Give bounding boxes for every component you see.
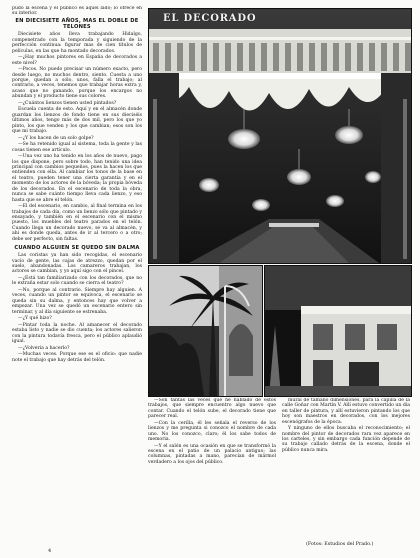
building-set-image <box>265 266 411 396</box>
paragraph: Las coristas ya han sido recogidas, el escenario vacío de gente, las cajas de atrezzo, quedan por el suelo, abandonadas. Los camareros trabajan, los actores se cambian, y yo aquí sigo con el pincel. <box>12 253 142 275</box>
paragraph: —¿Y los hacen de un solo golpe? <box>18 135 94 141</box>
paragraph: —Muchas veces. Porque ese es el oficio: que nadie note el trabajo que hay detrás del telón. <box>12 352 142 363</box>
paragraph: —Pintar toda la noche. Al amanecer el decorado estaba listo y nadie se dio cuenta; los actores salieron con la pintura todavía fresca, pero el público aplaudió igual. <box>12 322 142 344</box>
paragraph: —¿Está tan familiarizado con los decorados, que no le extraña estar solo cuando se cierra el teatro? <box>12 275 142 287</box>
paragraph: —¿Cuántos lienzos tienen usted pintados? <box>18 100 117 106</box>
paragraph: Y ninguno de ellos buscaba el reconocimiento; el nombre del pintor de decorados rara vez aparece en los carteles, y sin embargo cada función depende de su trabajo callado detrás de la escena, donde el público nunca mira. <box>282 426 410 453</box>
paragraph: Diecisiete años lleva trabajando Hidalgo, compenetrado con la temporada y siguiendo de la perfección continua: figurar mas de cien títulos de películas, en las que ha montado decorados. <box>12 32 142 54</box>
left-paragraphs-1 <box>12 32 142 242</box>
photo-credit: (Fotos: Estudios del Prado.) <box>306 542 374 547</box>
left-paragraphs-2 <box>12 253 142 363</box>
section-heading-2: CUANDO ALGUIEN SE QUEDO SIN DALMA <box>14 244 140 251</box>
theater-interior-photo <box>148 8 412 264</box>
left-text-column <box>12 6 142 552</box>
paragraph: mural de tamaño dimensiones, para la capilla de la calle Goñar con Martín V. Allí estuvo convertido un día en taller de pintura, y allí estuvieron pintando los que hoy son maestros en decorados, con los mejores escenógrafos de la época. <box>282 398 410 425</box>
section-heading-1: EN DIECISIETE AÑOS, MAS EL DOBLE DE TELONES <box>15 18 139 31</box>
photo-title-overlay: EL DECORADO <box>163 13 257 24</box>
paragraph: —Son tantas las veces que he hablado de estos trabajos, que siempre encuentro algo nuevo que contar. Cuando el telón sube, el decorado tiene que parecer real. <box>148 398 276 420</box>
paragraph: —Una vez uno ha tenido en los años de nuevo, pago los que dispone, pero sobre todo, han tenido una idea principal con cambios pequeños, pues la hacen los que entienden con ella. Al cambiar los tonos de la base en el teatro, pueden tener una cierta garantía y en el momento de los actores de la bóveda; la propia bóveda de los decorados. En el escenario de toda la obra, nunca se sabe cuánto tiempo lleva cada lienzo, y eso hasta que se abre el telón. <box>12 154 142 203</box>
theater-interior-image <box>149 9 411 263</box>
palm-garden-image <box>149 266 262 396</box>
paragraph: —¿Hay muchos pintores en España de decorados a este nivel? <box>12 55 142 66</box>
caption-paragraphs-2 <box>282 398 410 453</box>
paragraph: —Con la cerilla, él les señala el reverso de los lienzos y me pregunta si conozco el nombre de cada uno. No los conozco, claro; él los sabe todos de memoria. <box>148 420 276 443</box>
paragraph: —Pocos. No puedo precisar un número exacto, pero desde luego, no muchos dentro, siento. Cuesta a uno porque, quedan a sólo, unos, falla el trabajo; al contrario, a veces, tenemos que trabajar horas extra y, acaso que no ganando, porque los encargos no abundan y el producto tiene sus colores. <box>12 67 142 100</box>
page-number: 4 <box>48 548 52 554</box>
paragraph: Escuela cuenta de esto. Aquí y en el almacén donde guardan los lienzos de fondo tiene en sus dieciséis últimos años, tengo más de dos mil, pero los que yo pinto, los que venden y los que cambian; esos son los que mi trabajo. <box>12 107 142 135</box>
top-text: pudo la escena y el público es aquel lado; lo ofrece en su interior. <box>12 6 142 17</box>
caption-column-2 <box>282 398 410 526</box>
paragraph: —¿Y qué hizo? <box>18 316 52 322</box>
paragraph: —No, porque al contrario. Siempre hay alguien. A veces, cuando un pintor se equivoca, el escenario se queda sin su dalma, y entonces hay que volver a empezar. Una vez se quedó un escenario entero sin terminar, y al día siguiente se estrenaba. <box>12 287 142 315</box>
paragraph: —Se ha retenido igual al sistema, toda la gente y las cosas tienen ese artículo. <box>12 142 142 153</box>
caption-paragraphs-1 <box>148 398 276 465</box>
palm-garden-photo <box>148 265 263 397</box>
caption-column-1 <box>148 398 276 548</box>
paragraph: —¿Volvería a hacerlo? <box>18 345 70 351</box>
paragraph: —El del escenario, en cambio, al final termina en los trabajos de cada día, como un lienzo sólo que pintado y ensayado, y también en el escenario con el mismo puesto, los muebles del teatro parados en el telón. Cuando llega un decorado nuevo, se va al almacén, y ahí es donde queda, antes de ir al tercero o a otro; debe ser perfecto, sin faltas. <box>12 204 142 242</box>
paragraph: —Y el salón es una ocasión en que se transformó la escena en el patio de un palacio antiguo; las columnas, pintadas a mano, parecían de mármol verdadero a los ojos del público. <box>148 443 276 465</box>
building-set-photo <box>264 265 412 397</box>
